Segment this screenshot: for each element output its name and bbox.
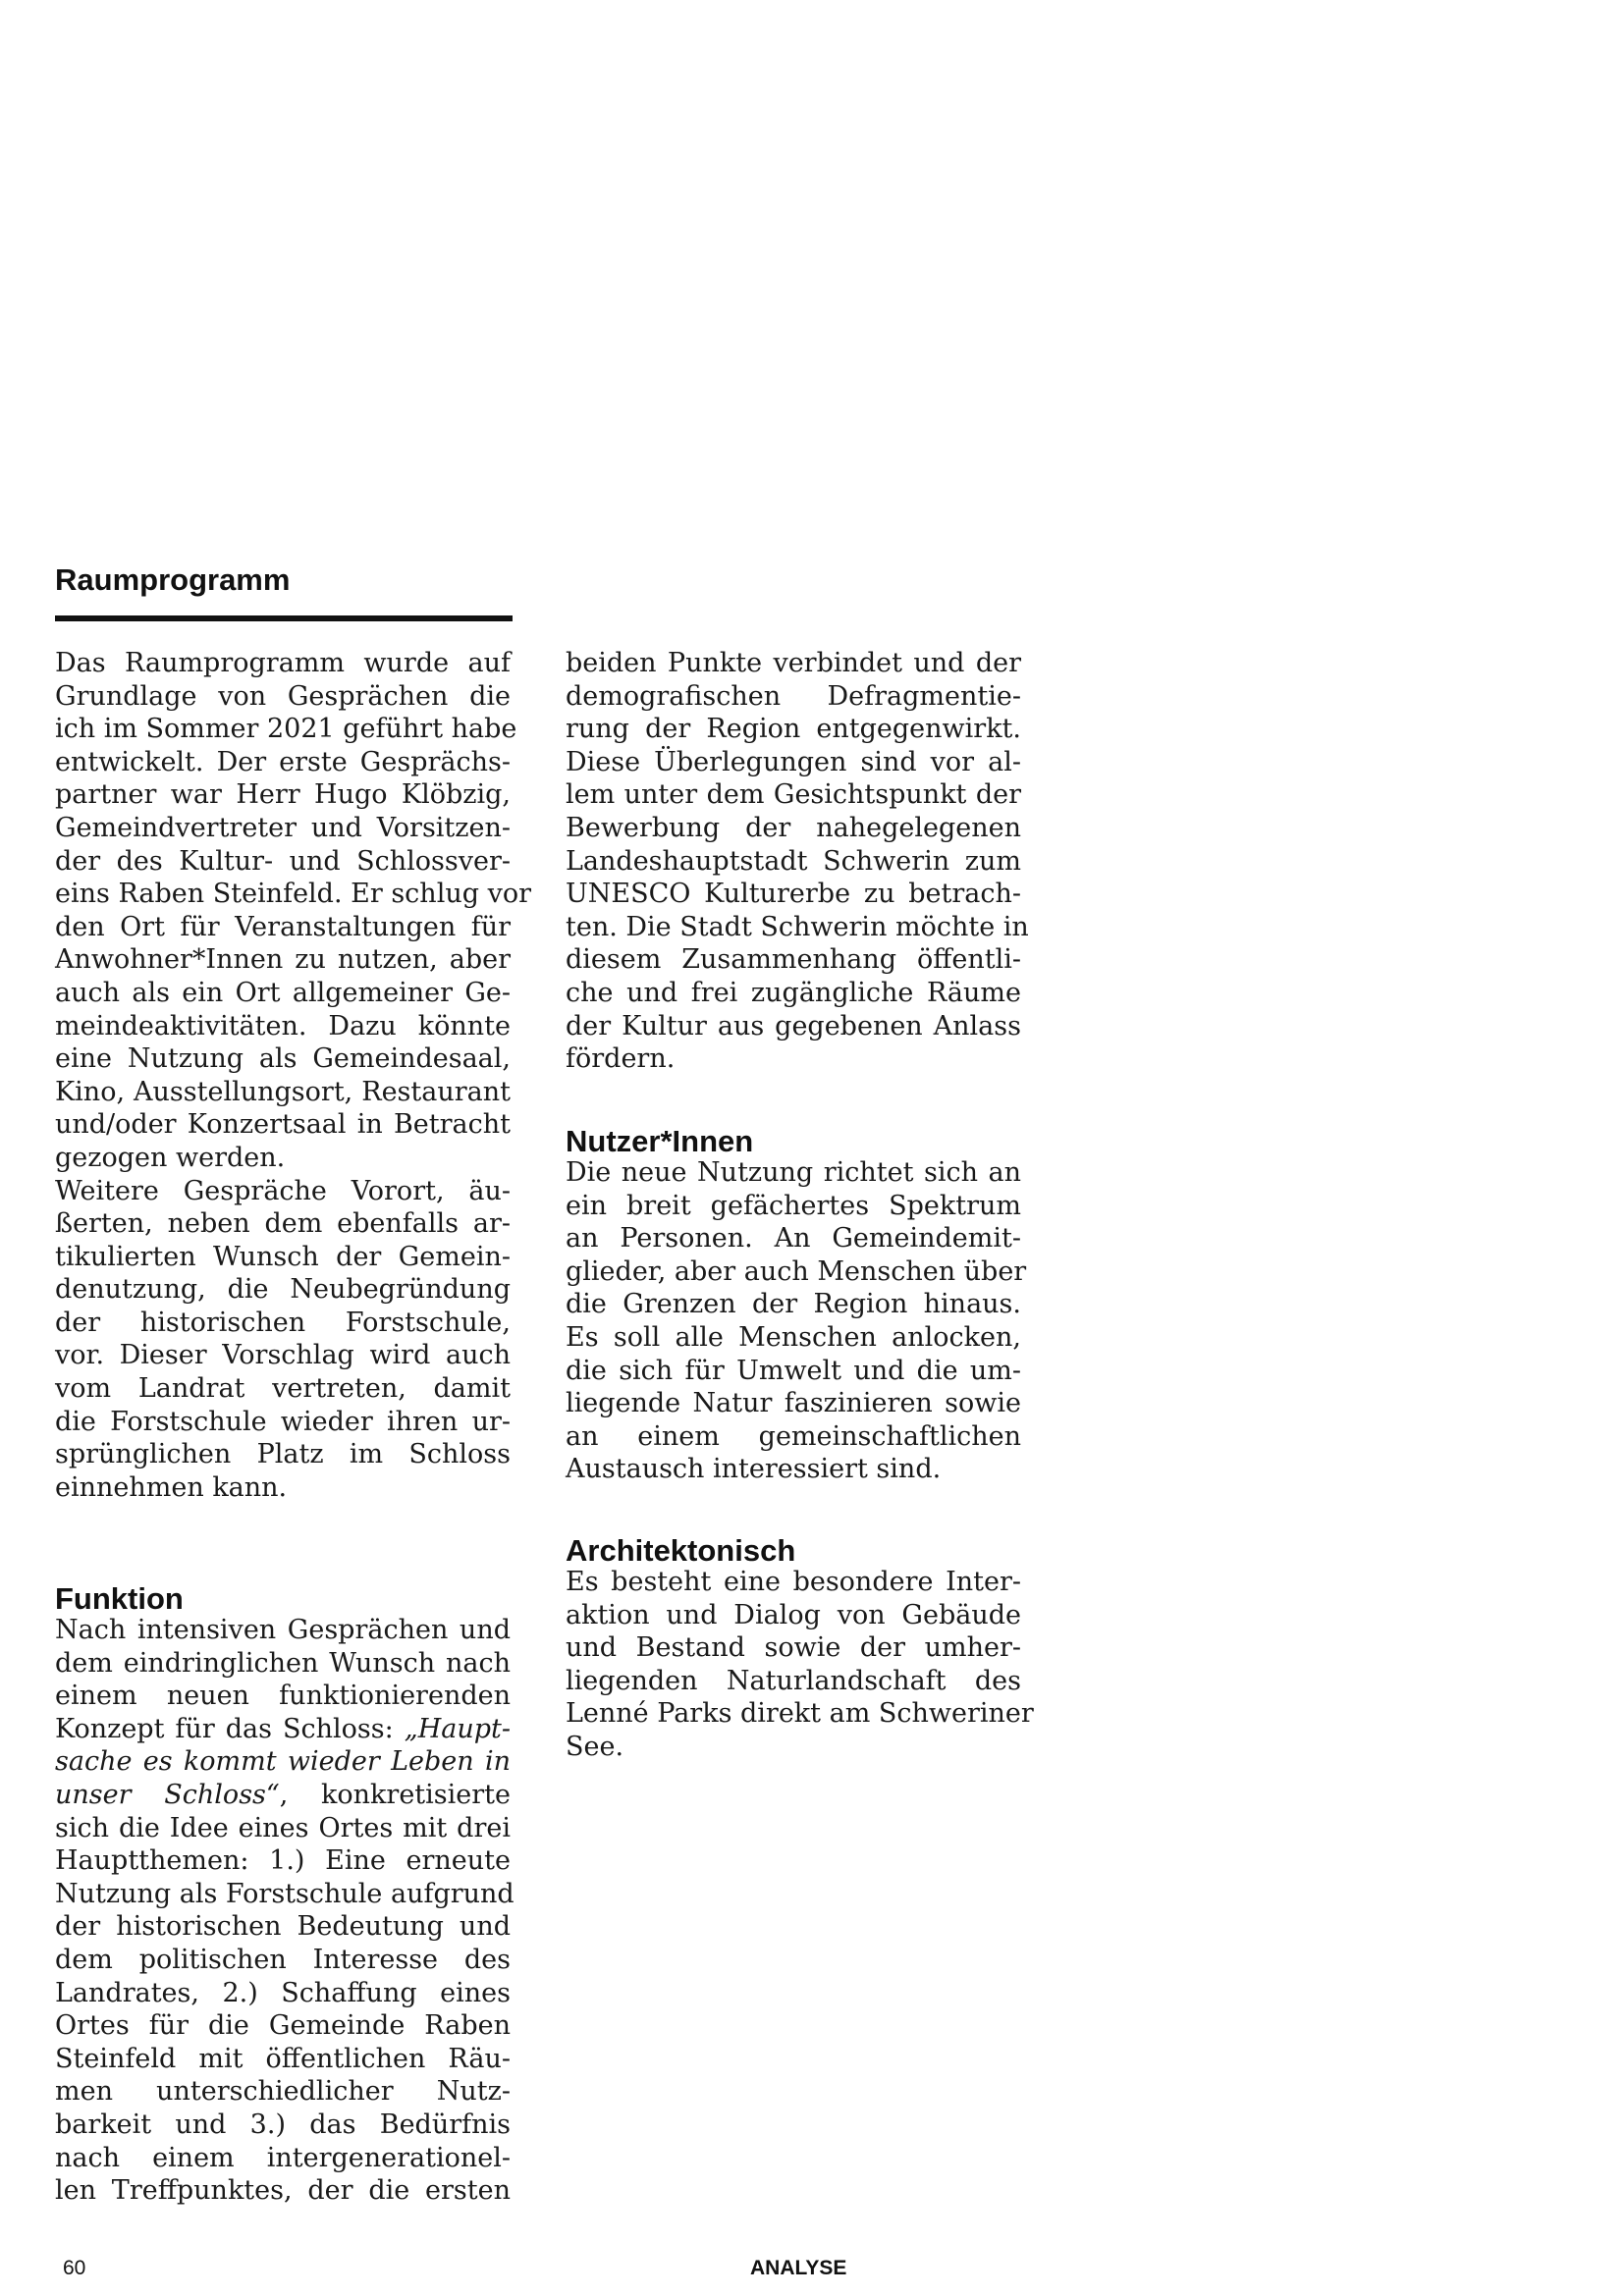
text-line: und Bestand sowie der umher- — [566, 1632, 1021, 1664]
quote-text: sache es kommt wieder Leben in — [55, 1746, 511, 1778]
text-line: der historischen Bedeutung und — [55, 1911, 511, 1943]
text-line: dem eindringlichen Wunsch nach — [55, 1647, 511, 1679]
text-line: gezogen werden. — [55, 1142, 286, 1173]
heading-architektonisch: Architektonisch — [566, 1533, 796, 1568]
text-line: Landeshauptstadt Schwerin zum — [566, 845, 1021, 877]
text-line: an einem gemeinschaftlichen — [566, 1420, 1021, 1452]
text-line: liegenden Naturlandschaft des — [566, 1665, 1021, 1696]
text-line: Gemeindvertreter und Vorsitzen- — [55, 812, 511, 843]
text-line: aktion und Dialog von Gebäude — [566, 1599, 1021, 1630]
text-line: glieder, aber auch Menschen über — [566, 1255, 1027, 1287]
text-line: ßerten, neben dem ebenfalls ar- — [55, 1208, 511, 1240]
text-line: diesem Zusammenhang öffentli- — [566, 944, 1021, 976]
text-line: beiden Punkte verbindet und der — [566, 648, 1021, 678]
text-line: Diese Überlegungen sind vor al- — [566, 746, 1021, 777]
text-line: Ortes für die Gemeinde Raben — [55, 2010, 511, 2042]
text-line: der historischen Forstschule, — [55, 1307, 511, 1338]
text-line-lead: Konzept für das Schloss: — [55, 1713, 394, 1744]
heading-nutzer-innen: Nutzer*Innen — [566, 1124, 754, 1158]
quote-text: unser Schloss“ — [55, 1779, 280, 1810]
text-line: See. — [566, 1731, 624, 1762]
architektonisch-text — [566, 1566, 1034, 1764]
heading-funktion: Funktion — [55, 1581, 184, 1616]
text-line: lem unter dem Gesichtspunkt der — [566, 779, 1021, 811]
text-line: Bewerbung der nahegelegenen — [566, 812, 1021, 843]
text-line: Nach intensiven Gesprächen und — [55, 1615, 511, 1645]
text-line: ten. Die Stadt Schwerin möchte in — [566, 911, 1029, 942]
heading-raumprogramm: Raumprogramm — [55, 562, 291, 597]
text-line: die sich für Umwelt und die um- — [566, 1355, 1021, 1386]
text-line-tail: , konkretisierte — [279, 1779, 511, 1810]
text-line: Anwohner*Innen zu nutzen, aber — [55, 944, 511, 976]
text-line: eins Raben Steinfeld. Er schlug vor — [55, 879, 531, 910]
text-line: ich im Sommer 2021 geführt habe — [55, 714, 517, 745]
text-line: Austausch interessiert sind. — [566, 1454, 942, 1485]
nutzer-text — [566, 1156, 1027, 1486]
text-line: ein breit gefächertes Spektrum — [566, 1190, 1021, 1221]
text-line: der Kultur aus gegebenen Anlass — [566, 1010, 1021, 1041]
text-line: Es besteht eine besondere Inter- — [566, 1567, 1021, 1597]
text-line: die Grenzen der Region hinaus. — [566, 1289, 1021, 1320]
text-line: UNESCO Kulturerbe zu betrach- — [566, 879, 1021, 910]
text-line: Die neue Nutzung richtet sich an — [566, 1157, 1021, 1188]
text-line: liegende Natur faszinieren sowie — [566, 1388, 1021, 1419]
text-line: den Ort für Veranstaltungen für — [55, 911, 511, 942]
text-line: Nutzung als Forstschule aufgrund — [55, 1878, 514, 1909]
text-line: barkeit und 3.) das Bedürfnis — [55, 2109, 511, 2140]
text-line: tikulierten Wunsch der Gemein- — [55, 1241, 511, 1272]
text-line: fördern. — [566, 1043, 676, 1075]
text-line: len Treffpunktes, der die ersten — [55, 2175, 511, 2207]
text-line: die Forstschule wieder ihren ur- — [55, 1406, 511, 1437]
text-line: nach einem intergenerationel- — [55, 2142, 511, 2173]
text-line: Weitere Gespräche Vorort, äu- — [55, 1175, 511, 1206]
text-line: sprünglichen Platz im Schloss — [55, 1439, 511, 1470]
text-line: entwickelt. Der erste Gesprächs- — [55, 746, 511, 777]
text-line: Es soll alle Menschen anlocken, — [566, 1321, 1021, 1353]
text-line: vom Landrat vertreten, damit — [55, 1373, 511, 1405]
text-line: auch als ein Ort allgemeiner Ge- — [55, 977, 511, 1008]
text-line: Lenné Parks direkt am Schweriner — [566, 1698, 1034, 1730]
text-line: einem neuen funktionierenden — [55, 1681, 511, 1712]
text-line: Steinfeld mit öffentlichen Räu- — [55, 2043, 511, 2074]
text-line: Grundlage von Gesprächen die — [55, 680, 511, 712]
text-line: Hauptthemen: 1.) Eine erneute — [55, 1845, 511, 1877]
text-line: Kino, Ausstellungsort, Restaurant — [55, 1076, 511, 1107]
text-line: denutzung, die Neubegründung — [55, 1274, 511, 1306]
text-line: eine Nutzung als Gemeindesaal, — [55, 1043, 511, 1075]
text-line: einnehmen kann. — [55, 1471, 288, 1503]
page-number: 60 — [63, 2257, 86, 2279]
text-line: sich die Idee eines Ortes mit drei — [55, 1812, 511, 1843]
text-line: meindeaktivitäten. Dazu könnte — [55, 1010, 511, 1041]
fortsetzung-text — [566, 647, 1029, 1076]
text-line — [55, 1779, 511, 1812]
text-line: men unterschiedlicher Nutz- — [55, 2076, 511, 2108]
text-line: che und frei zugängliche Räume — [566, 977, 1021, 1008]
text-line: Das Raumprogramm wurde auf — [55, 648, 511, 678]
text-line: und/oder Konzertsaal in Betracht — [55, 1109, 511, 1141]
text-line: demografischen Defragmentie- — [566, 680, 1021, 712]
funktion-text — [55, 1614, 514, 2208]
text-line: rung der Region entgegenwirkt. — [566, 714, 1021, 745]
text-line: der des Kultur- und Schlossver- — [55, 845, 511, 877]
heading-rule — [55, 615, 513, 621]
raumprogramm-text — [55, 647, 531, 1504]
text-line: vor. Dieser Vorschlag wird auch — [55, 1340, 511, 1371]
text-line: Landrates, 2.) Schaffung eines — [55, 1977, 511, 2008]
footer-section-label: ANALYSE — [750, 2257, 847, 2279]
text-line: dem politischen Interesse des — [55, 1944, 511, 1975]
text-line: an Personen. An Gemeindemit- — [566, 1223, 1021, 1255]
text-line — [55, 1713, 511, 1746]
text-line: partner war Herr Hugo Klöbzig, — [55, 779, 511, 811]
quote-text: „Haupt- — [404, 1713, 511, 1744]
